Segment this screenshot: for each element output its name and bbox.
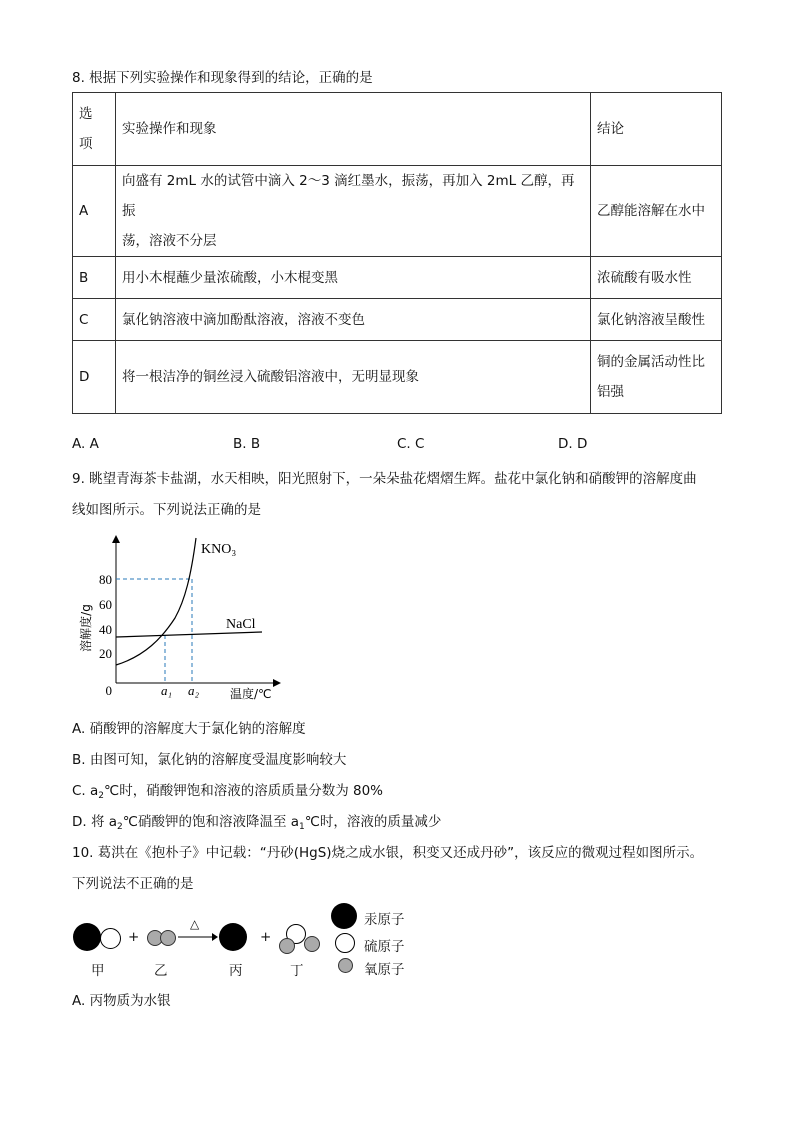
q9-option-d-sub1: 2 <box>117 822 123 832</box>
legend-oxygen-icon <box>338 958 353 973</box>
label-yi: 乙 <box>154 963 168 979</box>
legend-sulfur-icon <box>335 933 355 953</box>
plus-sign: + <box>260 929 272 945</box>
label-ding: 丁 <box>290 963 304 979</box>
solubility-chart <box>70 528 290 704</box>
x-axis-label: 温度/℃ <box>230 687 272 701</box>
table-row <box>73 257 722 299</box>
oxygen-atom <box>160 930 176 946</box>
sulfur-atom <box>100 928 121 949</box>
q9-option-d-pre: D. 将 a <box>72 814 118 830</box>
oxygen-atom <box>304 936 320 952</box>
heat-condition: △ <box>190 917 200 931</box>
x-tick-a2: a₂ <box>188 683 200 698</box>
series-label-nacl: NaCl <box>226 617 256 632</box>
q9-option-c-post: ℃时，硝酸钾饱和溶液的溶质质量分数为 80% <box>104 783 383 799</box>
row-operation-line2: 荡，溶液不分层 <box>122 233 217 249</box>
nacl-curve <box>116 632 262 637</box>
row-conclusion: 氯化钠溶液呈酸性 <box>591 299 722 341</box>
row-operation-line1: 向盛有 2mL 水的试管中滴入 2～3 滴红墨水，振荡，再加入 2mL 乙醇，再振 <box>122 173 575 219</box>
q8-choice-a[interactable]: A. A <box>72 436 99 452</box>
plus-sign: + <box>128 929 140 945</box>
label-bing: 丙 <box>229 963 243 979</box>
header-option <box>73 93 116 166</box>
row-operation <box>116 166 591 257</box>
q9-stem-line1: 9. 眺望青海茶卡盐湖，水天相映，阳光照射下，一朵朵盐花熠熠生辉。盐花中氯化钠和硝酸钾的溶解度曲 <box>72 471 697 487</box>
row-operation: 用小木棍蘸少量浓硫酸，小木棍变黑 <box>116 257 591 299</box>
row-option: D <box>73 341 116 414</box>
row-conclusion-line1: 铜的金属活动性比 <box>597 354 705 370</box>
y-tick-label: 80 <box>99 572 112 587</box>
q8-stem: 8. 根据下列实验操作和现象得到的结论，正确的是 <box>72 70 373 86</box>
header-operation: 实验操作和现象 <box>116 93 591 166</box>
series-label-kno3: KNO₃ <box>201 542 237 557</box>
label-jia: 甲 <box>91 963 105 979</box>
x-tick-a1: a₁ <box>161 683 173 698</box>
row-conclusion: 浓硫酸有吸水性 <box>591 257 722 299</box>
mercury-atom <box>219 923 247 951</box>
q9-option-d-mid: ℃硝酸钾的饱和溶液降温至 a <box>122 814 300 830</box>
header-conclusion: 结论 <box>591 93 722 166</box>
q9-option-c-pre: C. a <box>72 783 99 799</box>
table-row <box>73 341 722 414</box>
q9-option-d-post: ℃时，溶液的质量减少 <box>304 814 442 830</box>
header-option-label: 选项 <box>79 106 93 152</box>
q8-choice-b[interactable]: B. B <box>233 436 261 452</box>
row-conclusion: 乙醇能溶解在水中 <box>591 166 722 257</box>
row-conclusion <box>591 341 722 414</box>
q9-option-b[interactable]: B. 由图可知，氯化钠的溶解度受温度影响较大 <box>72 752 347 768</box>
table-row <box>73 299 722 341</box>
q8-table <box>72 92 722 414</box>
oxygen-atom <box>279 938 295 954</box>
table-row <box>73 166 722 257</box>
row-operation: 氯化钠溶液中滴加酚酞溶液，溶液不变色 <box>116 299 591 341</box>
legend-mercury-label: 汞原子 <box>364 912 405 928</box>
q8-choice-c[interactable]: C. C <box>397 436 425 452</box>
legend-mercury-icon <box>331 903 357 929</box>
reaction-arrow <box>178 932 218 942</box>
kno3-curve <box>116 538 196 665</box>
y-tick-label: 40 <box>99 622 112 637</box>
q9-option-c[interactable] <box>72 779 383 801</box>
q9-option-c-sub: 2 <box>98 791 105 801</box>
q9-stem-line2: 线如图所示。下列说法正确的是 <box>72 502 261 518</box>
legend-sulfur-label: 硫原子 <box>364 939 405 955</box>
table-header-row <box>73 93 722 166</box>
q8-choice-d[interactable]: D. D <box>558 436 588 452</box>
row-option: C <box>73 299 116 341</box>
row-option: B <box>73 257 116 299</box>
row-operation: 将一根洁净的铜丝浸入硫酸铝溶液中，无明显现象 <box>116 341 591 414</box>
q10-stem-line2: 下列说法不正确的是 <box>72 876 194 892</box>
q9-option-a[interactable]: A. 硝酸钾的溶解度大于氯化钠的溶解度 <box>72 721 306 737</box>
y-tick-label: 60 <box>99 597 112 612</box>
q9-option-d[interactable] <box>72 810 441 832</box>
q9-option-d-sub2: 1 <box>299 822 305 832</box>
row-conclusion-line2: 铝强 <box>597 384 624 400</box>
q10-option-a[interactable]: A. 丙物质为水银 <box>72 993 171 1009</box>
y-axis-label: 溶解度/g <box>79 604 93 652</box>
row-option: A <box>73 166 116 257</box>
origin-label: 0 <box>105 683 112 698</box>
mercury-atom <box>73 923 101 951</box>
legend-oxygen-label: 氧原子 <box>364 962 405 978</box>
q10-stem-line1: 10. 葛洪在《抱朴子》中记载：“丹砂(HgS)烧之成水银，积变又还成丹砂”，该反应的微观过程如图所示。 <box>72 845 704 861</box>
y-tick-label: 20 <box>99 646 112 661</box>
